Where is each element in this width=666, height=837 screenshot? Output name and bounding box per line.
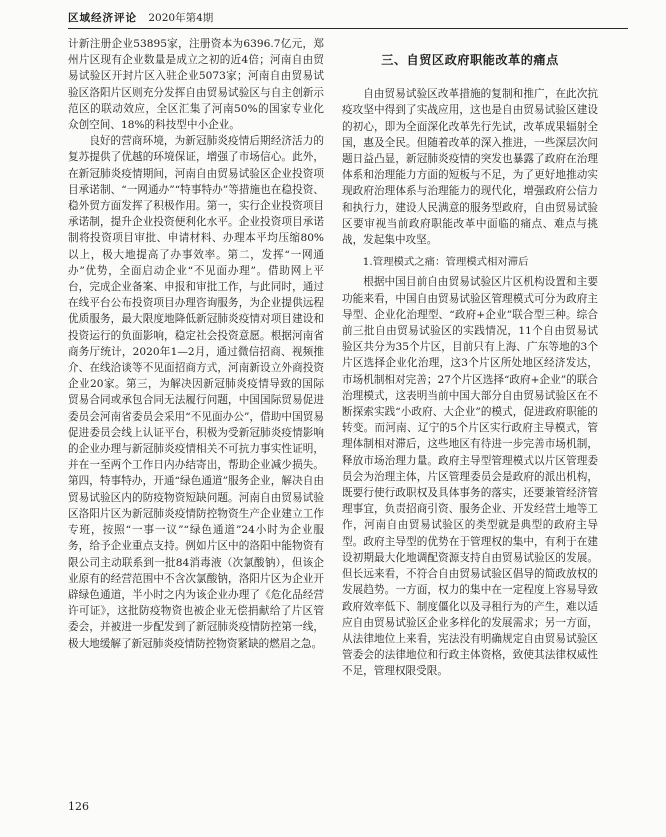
page-number: 126: [68, 800, 89, 813]
running-header: [68, 10, 628, 26]
right-column: [342, 36, 598, 680]
header-rule: [68, 28, 628, 29]
subheading: 1.管理模式之痛：管理模式相对滞后: [362, 256, 529, 269]
left-column: [68, 36, 324, 652]
issue-label: 2020年第4期: [148, 12, 214, 24]
journal-name: 区域经济评论: [68, 12, 137, 24]
paragraph: 根据中国目前自由贸易试验区片区机构设置和主要功能来看，中国自由贸易试验区管理模式可分为政府主导型、企业化治理型、“政府+企业”联合型三种。综合前三批自由贸易试验区的实践情况，11个自由贸易试验区共分为35个片区，目前只有上海、广东等地的3个片区选择企业化治理，这3个片区所处地区经济发达，市场机制相对完善；27个片区选择“政府+企业”的联合治理模式，这表明当前中国大部分自由贸易试验区在不断探索实践“小政府、大企业”的模式，促进政府职能的转变。而河南、辽宁的5个片区实行政府主导模式，管理体制相对滞后，这些地区有待进一步完善市场机制，释放市场治理力量。政府主导型管理模式以片区管理委员会为治理主体，片区管理委员会是政府的派出机构，既要行使行政职权及具体事务的落实，还要兼管经济管理事宜，负责招商引资、服务企业、开发经营土地等工作，河南自由贸易试验区的类型就是典型的政府主导型。政府主导型的优势在于管理权的集中，有利于在建设初期最大化地调配资源支持自由贸易试验区的发展。但长远来看，不符合自由贸易试验区倡导的简政放权的发展趋势。一方面，权力的集中在一定程度上容易导致政府效率低下、制度僵化以及寻租行为的产生，难以适应自由贸易试验区企业多样化的发展需求；另一方面，从法律地位上来看，宪法没有明确规定自由贸易试验区管委会的法律地位和行政主体资格，致使其法律权威性不足，管理权限受限。: [342, 276, 598, 678]
paragraph: 自由贸易试验区改革措施的复制和推广，在此次抗疫攻坚中得到了实战应用，这也是自由贸易试验区建设的初心，即为全面深化改革先行先试，改革成果辐射全国，惠及全民。但随着改革的深入推进，一些深层次问题日益凸显，新冠肺炎疫情的突发也暴露了政府在治理体系和治理能力方面的短板与不足，为了更好地推动实现政府治理体系与治理能力的现代化，增强政府公信力和执行力，建设人民满意的服务型政府，自由贸易试验区要审视当前政府职能改革中面临的痛点、难点与挑战，发起集中攻坚。: [342, 88, 598, 247]
section-title: 三、自贸区政府职能改革的痛点: [381, 53, 559, 67]
paragraph: 计新注册企业53895家，注册资本为6396.7亿元，郑州片区现有企业数量是成立之初的近4倍；河南自由贸易试验区开封片区入驻企业5073家；河南自由贸易试验区洛阳片区则充分发挥自由贸易试验区与自主创新示范区的联动效应，全区汇集了河南50%的国家专业化众创空间、18%的科技型中小企业。: [68, 38, 324, 132]
paragraph: 良好的营商环境，为新冠肺炎疫情后期经济活力的复苏提供了优越的环境保证，增强了市场信心。此外，在新冠肺炎疫情期间，河南自由贸易试验区企业投资项目承诺制、“一网通办”“特事特办”等措施也在稳投资、稳外贸方面发挥了积极作用。第一，实行企业投资项目承诺制，提升企业投资便利化水平。企业投资项目承诺制将投资项目审批、申请材料、办理本平均压缩80%以上，极大地提高了办事效率。第二，发挥“一网通办”优势，全面启动企业“不见面办理”。借助网上平台，完成企业备案、申报和审批工作，与此同时，通过在线平台公布投资项目办理咨询服务，为企业提供远程优质服务，最大限度地降低新冠肺炎疫情对项目建设和投资运行的负面影响，稳定社会投资意愿。根据河南省商务厅统计，2020年1—2月，通过微信招商、视频推介、在线洽谈等不见面招商方式，河南新设立外商投资企业20家。第三，为解决因新冠肺炎疫情导致的国际贸易合同或承包合同无法履行问题，中国国际贸易促进委员会河南省委员会采用“不见面办公”，借助中国贸易促进委员会线上认证平台，积极为受新冠肺炎疫情影响的企业办理与新冠肺炎疫情相关不可抗力事实性证明，并在一至两个工作日内办结寄出，帮助企业减少损失。第四，特事特办，开通“绿色通道”服务企业，解决自由贸易试验区内的防疫物资短缺问题。河南自由贸易试验区洛阳片区为新冠肺炎疫情防控物资生产企业建立工作专班，按照“一事一议”“绿色通道”24小时为企业服务，给予企业重点支持。例如片区中的洛阳中能物资有限公司主动联系到一批84消毒液（次氯酸钠），但该企业原有的经营范围中不含次氯酸钠，洛阳片区为企业开辟绿色通道，半小时之内为该企业办理了《危化品经营许可证》，这批防疫物资也被企业无偿捐献给了片区管委会，并被进一步配发到了新冠肺炎疫情防控第一线，极大地缓解了新冠肺炎疫情防控物资紧缺的燃眉之急。: [68, 135, 324, 650]
